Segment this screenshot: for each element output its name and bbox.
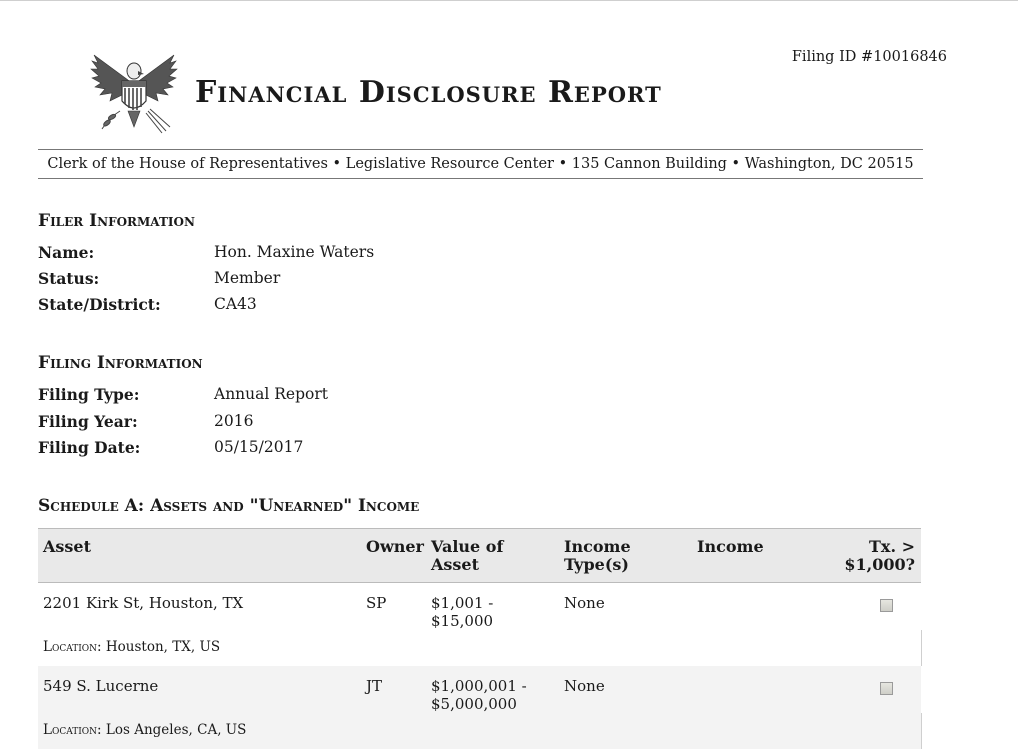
value-cell: $1,000,001 - $5,000,000 — [426, 666, 559, 713]
report-title: Financial Disclosure Report — [195, 75, 662, 110]
asset-cell: 2201 Kirk St, Houston, TX — [38, 583, 361, 631]
column-header-income-type: Income Type(s) — [559, 529, 692, 583]
value-cell: $1,001 - $15,000 — [426, 583, 559, 631]
location-key: Location: — [43, 639, 102, 655]
column-header-owner: Owner — [361, 529, 426, 583]
location-value: Houston, TX, US — [105, 639, 221, 655]
column-header-tx: Tx. > $1,000? — [812, 529, 921, 583]
tx-cell — [812, 583, 921, 631]
income-cell — [692, 666, 812, 713]
schedule-a-heading: Schedule A: Assets and "Unearned" Income — [38, 496, 420, 516]
filing-information-heading: Filing Information — [38, 353, 203, 373]
location-cell — [38, 630, 921, 666]
tx-checkbox[interactable] — [880, 599, 893, 612]
owner-cell: SP — [361, 583, 426, 631]
filing-date-label: Filing Date: — [38, 438, 141, 457]
filer-information-heading: Filer Information — [38, 211, 195, 231]
filing-date-value: 05/15/2017 — [214, 438, 304, 456]
filing-year-label: Filing Year: — [38, 412, 138, 431]
filing-year-value: 2016 — [214, 412, 254, 430]
table-row — [38, 583, 921, 631]
district-label: State/District: — [38, 295, 161, 314]
tx-cell — [812, 666, 921, 713]
income-cell — [692, 583, 812, 631]
assets-table — [38, 528, 922, 749]
filing-id: Filing ID #10016846 — [791, 49, 947, 65]
column-header-income: Income — [692, 529, 812, 583]
table-row-location — [38, 713, 921, 749]
name-label: Name: — [38, 243, 95, 262]
location-cell — [38, 713, 921, 749]
column-header-asset: Asset — [38, 529, 361, 583]
table-row — [38, 666, 921, 713]
name-value: Hon. Maxine Waters — [214, 243, 375, 261]
tx-checkbox[interactable] — [880, 682, 893, 695]
district-value: CA43 — [214, 295, 257, 313]
status-value: Member — [214, 269, 281, 287]
filing-type-value: Annual Report — [214, 385, 329, 403]
income-type-cell: None — [559, 583, 692, 631]
owner-cell: JT — [361, 666, 426, 713]
income-type-cell: None — [559, 666, 692, 713]
asset-cell: 549 S. Lucerne — [38, 666, 361, 713]
column-header-value: Value of Asset — [426, 529, 559, 583]
table-header-row — [38, 529, 921, 583]
address-bar: Clerk of the House of Representatives • Legislative Resource Center • 135 Cannon Building • Washington, DC 20515 — [38, 149, 923, 179]
eagle-seal-logo — [88, 49, 180, 135]
location-value: Los Angeles, CA, US — [105, 722, 247, 738]
table-row-location — [38, 630, 921, 666]
location-key: Location: — [43, 722, 102, 738]
status-label: Status: — [38, 269, 100, 288]
filing-type-label: Filing Type: — [38, 385, 140, 404]
